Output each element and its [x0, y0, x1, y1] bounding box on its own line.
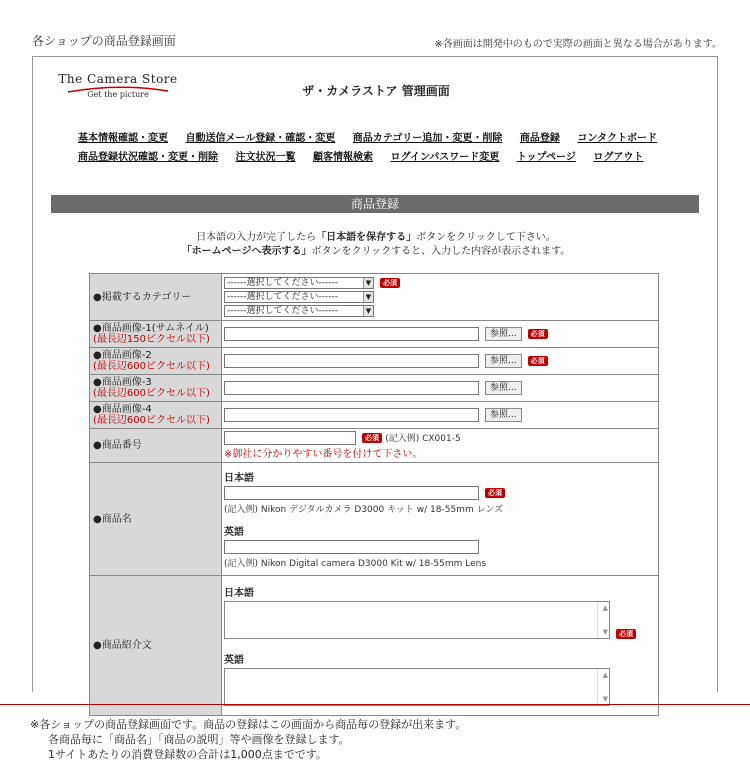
label-image-4 [90, 402, 222, 429]
scroll-up-icon: ▲ [602, 604, 608, 612]
label-product-name-text: ●商品名 [93, 513, 132, 525]
row-image-4 [90, 402, 659, 429]
logo-title: The Camera Store [58, 72, 178, 86]
field-image-1 [222, 321, 659, 348]
image-2-browse-button[interactable]: 参照... [485, 354, 522, 368]
product-no-example: (記入例) CX001-5 [385, 434, 461, 444]
chevron-down-icon: ▼ [363, 292, 373, 302]
label-image-3-text: ●商品画像-3 [93, 377, 152, 388]
nav-product-register[interactable]: 商品登録 [519, 133, 560, 144]
field-image-3 [222, 375, 659, 402]
product-name-en-example: (記入例) Nikon Digital camera D3000 Kit w/ 18-55mm Lens [224, 559, 487, 569]
row-image-2 [90, 348, 659, 375]
instr-line1-post: ボタンをクリックして下さい。 [416, 232, 556, 243]
label-image-3 [90, 375, 222, 402]
image-1-browse-button[interactable]: 参照... [485, 327, 522, 341]
logo-subtitle: Get the picture [87, 90, 149, 99]
footer-divider [0, 704, 750, 705]
scroll-down-icon: ▼ [602, 628, 608, 636]
category-select-1-value: ------選択してください------ [227, 278, 338, 288]
scroll-down-icon: ▼ [602, 695, 608, 703]
required-badge: 必須 [485, 488, 505, 498]
label-category-text: ●掲載するカテゴリー [93, 291, 192, 303]
instr-line1-bold: 「日本語を保存する」 [316, 232, 417, 243]
nav-top-page[interactable]: トップページ [516, 152, 576, 163]
label-image-2-text: ●商品画像-2 [93, 350, 152, 361]
product-name-ja-input[interactable] [224, 486, 479, 500]
product-no-note: ※御社に分かりやすい番号を付けて下さい。 [224, 449, 423, 460]
description-en-textarea[interactable] [224, 668, 610, 706]
row-product-name [90, 463, 659, 576]
field-description [222, 576, 659, 716]
row-image-3 [90, 375, 659, 402]
row-product-no [90, 429, 659, 463]
label-category [90, 274, 222, 321]
nav-product-status[interactable]: 商品登録状況確認・変更・削除 [78, 152, 218, 163]
label-image-2 [90, 348, 222, 375]
category-select-3-value: ------選択してください------ [227, 306, 338, 316]
admin-screen [32, 56, 718, 703]
nav-basic-info[interactable]: 基本情報確認・変更 [78, 133, 168, 144]
field-category [222, 274, 659, 321]
product-name-en-input[interactable] [224, 540, 479, 554]
admin-title: ザ・カメラストア 管理画面 [302, 84, 450, 98]
scroll-up-icon: ▲ [602, 671, 608, 679]
row-description [90, 576, 659, 716]
product-name-ja-example: (記入例) Nikon デジタルカメラ D3000 キット w/ 18-55mm レンズ [224, 505, 504, 515]
field-product-name [222, 463, 659, 576]
label-image-1-text: ●商品画像-1(サムネイル) [93, 323, 209, 334]
footer-line-2: 各商品毎に「商品名」「商品の説明」等や画像を登録します。 [48, 733, 350, 746]
footer-notes [30, 717, 466, 762]
category-select-2-value: ------選択してください------ [227, 292, 338, 302]
instr-line1-pre: 日本語の入力が完了したら [196, 232, 317, 243]
label-product-name [90, 463, 222, 576]
required-badge: 必須 [380, 278, 400, 288]
disclaimer-note: ※各画面は開発中のもので実際の画面と異なる場合があります。 [434, 39, 722, 50]
description-ja-heading: 日本語 [224, 588, 254, 599]
required-badge: 必須 [528, 329, 548, 339]
label-product-no-text: ●商品番号 [93, 440, 142, 451]
category-select-2[interactable] [224, 291, 374, 303]
nav-auto-mail[interactable]: 自動送信メール登録・確認・変更 [185, 133, 336, 144]
required-badge: 必須 [616, 629, 636, 639]
field-image-2 [222, 348, 659, 375]
label-image-4-text: ●商品画像-4 [93, 404, 152, 415]
instr-line2-post: ボタンをクリックすると、入力した内容が表示されます。 [311, 246, 571, 257]
label-image-3-sub: (最長辺600ピクセル以下) [93, 388, 210, 399]
nav-password[interactable]: ログインパスワード変更 [390, 152, 500, 163]
nav-customer-search[interactable]: 顧客情報検索 [312, 152, 373, 163]
image-4-file-input[interactable] [224, 408, 479, 422]
field-product-no [222, 429, 659, 463]
chevron-down-icon: ▼ [363, 278, 373, 288]
chevron-down-icon: ▼ [363, 306, 373, 316]
image-2-file-input[interactable] [224, 354, 479, 368]
nav-orders[interactable]: 注文状況一覧 [235, 152, 296, 163]
product-no-input[interactable] [224, 431, 356, 445]
nav-logout[interactable]: ログアウト [593, 152, 644, 163]
nav-row-2 [78, 148, 698, 163]
section-title: 商品登録 [51, 195, 699, 213]
label-image-2-sub: (最長辺600ピクセル以下) [93, 361, 210, 372]
required-badge: 必須 [362, 433, 382, 443]
label-image-1 [90, 321, 222, 348]
product-name-en-heading: 英語 [224, 527, 244, 538]
row-category [90, 274, 659, 321]
footer-line-1: ※各ショップの商品登録画面です。商品の登録はこの画面から商品毎の登録が出来ます。 [30, 718, 467, 731]
row-image-1 [90, 321, 659, 348]
description-en-scrollbar[interactable] [597, 669, 609, 705]
instr-line2-bold: 「ホームページへ表示する」 [181, 246, 312, 257]
nav-row-1 [78, 129, 698, 144]
label-product-no [90, 429, 222, 463]
category-select-1[interactable] [224, 277, 374, 289]
product-name-ja-heading: 日本語 [224, 473, 254, 484]
required-badge: 必須 [528, 356, 548, 366]
nav-category[interactable]: 商品カテゴリー追加・変更・削除 [352, 133, 503, 144]
image-3-browse-button[interactable]: 参照... [485, 381, 522, 395]
nav-contact-board[interactable]: コンタクトボード [577, 133, 657, 144]
description-ja-textarea[interactable] [224, 601, 610, 639]
admin-nav [78, 129, 698, 167]
page-caption: 各ショップの商品登録画面 [32, 34, 176, 48]
image-3-file-input[interactable] [224, 381, 479, 395]
instructions [33, 231, 719, 259]
footer-line-3: 1サイトあたりの消費登録数の合計は1,000点までです。 [48, 748, 327, 761]
label-description [90, 576, 222, 716]
image-4-browse-button[interactable]: 参照... [485, 408, 522, 422]
description-en-heading: 英語 [224, 655, 244, 666]
image-1-file-input[interactable] [224, 327, 479, 341]
label-description-text: ●商品紹介文 [93, 640, 152, 651]
description-ja-scrollbar[interactable] [597, 602, 609, 638]
category-select-3[interactable] [224, 305, 374, 317]
product-form [89, 273, 659, 716]
label-image-1-sub: (最長辺150ピクセル以下) [93, 334, 210, 345]
label-image-4-sub: (最長辺600ピクセル以下) [93, 415, 210, 426]
field-image-4 [222, 402, 659, 429]
